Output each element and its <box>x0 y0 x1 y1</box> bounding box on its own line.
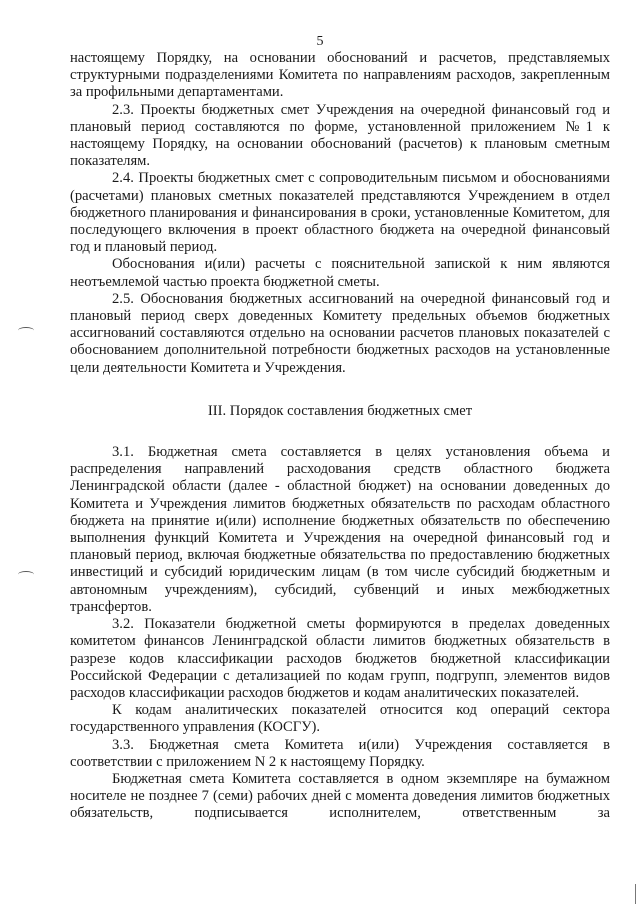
punch-hole-mark <box>18 571 34 578</box>
document-body <box>70 50 610 823</box>
paragraph-justifications: Обоснования и(или) расчеты с пояснительной запиской к ним являются неотъемлемой частью проекта бюджетной сметы. <box>70 256 610 290</box>
section-heading: III. Порядок составления бюджетных смет <box>207 402 473 419</box>
paragraph-2-5: 2.5. Обоснования бюджетных ассигнований на очередной финансовый год и плановый период сверх доведенных Комитету предельных объемов бюджетных ассигнований составляются отдельно на основании расчетов плановых показателей с обоснованием дополнительной потребности бюджетных расходов на установленные цели деятельности Комитета и Учреждения. <box>70 290 610 376</box>
scan-edge-mark <box>635 884 636 904</box>
paragraph-3-2: 3.2. Показатели бюджетной сметы формируются в пределах доведенных комитетом финансов Ленинградской области лимитов бюджетных обязательств в разрезе кодов классификации расходов бюджетов бюджетной классификации Российской Федерации с детализацией по кодам групп, подгрупп, элементов видов расходов классификации расходов бюджетов и кодам аналитических показателей. <box>70 616 610 701</box>
punch-hole-mark <box>18 327 34 334</box>
paragraph-3-3: 3.3. Бюджетная смета Комитета и(или) Учреждения составляется в соответствии с приложением N 2 к настоящему Порядку. <box>70 736 610 770</box>
paragraph-2-4: 2.4. Проекты бюджетных смет с сопроводительным письмом и обоснованиями (расчетами) плановых сметных показателей представляются Учреждением в отдел бюджетного планирования и финансирования в сроки, установленные Комитетом, для последующего включения в проект областного бюджета на очередной финансовый год и плановый период. <box>70 170 610 256</box>
paragraph-paper-copy: Бюджетная смета Комитета составляется в одном экземпляре на бумажном носителе не позднее 7 (семи) рабочих дней с момента доведения лимитов бюджетных обязательств, подписывается исполнителем, ответственным за <box>70 770 610 822</box>
paragraph-3-1: 3.1. Бюджетная смета составляется в целях установления объема и распределения направлений расходования средств областного бюджета Ленинградской области (далее - областной бюджет) на основании доведенных до Комитета и Учреждения лимитов бюджетных обязательств по расходам областного бюджета на принятие и(или) исполнение бюджетных обязательств по обеспечению выполнения функций Комитета и Учреждения на очередной финансовый год и плановый период, включая бюджетные обязательства по предоставлению бюджетных инвестиций и субсидий юридическим лицам (в том числе субсидий бюджетным и автономным учреждениям), субсидий, субвенций и иных межбюджетных трансфертов. <box>70 444 610 615</box>
paragraph-continuation: настоящему Порядку, на основании обоснований и расчетов, представляемых структурными подразделениями Комитета по направлениям расходов, закрепленным за профильными департаментами. <box>70 50 610 101</box>
page-number: 5 <box>316 34 324 49</box>
paragraph-kosgu: К кодам аналитических показателей относится код операций сектора государственного управления (КОСГУ). <box>70 702 610 736</box>
paragraph-2-3: 2.3. Проекты бюджетных смет Учреждения на очередной финансовый год и плановый период составляются по форме, установленной приложением №1 к настоящему Порядку, на основании обоснований (расчетов) к плановым сметным показателям. <box>70 101 610 170</box>
